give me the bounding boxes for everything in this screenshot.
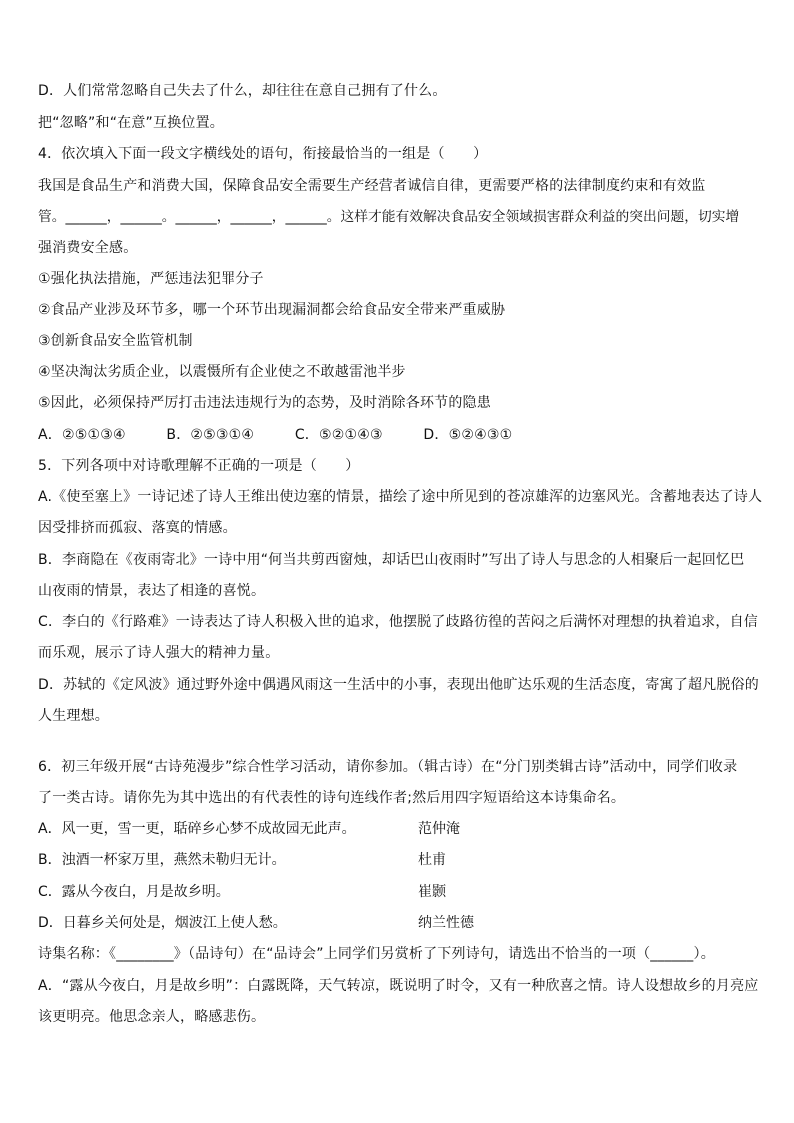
q5-option-d-line-2: 人生理想。 (38, 708, 109, 724)
q4-passage-line-3: 强消费安全感。 (38, 240, 138, 256)
q6-poem-line-b: B．浊酒一杯家万里，燕然未勒归无计。 (38, 852, 286, 868)
q6-poem-line-d: D．日暮乡关何处是，烟波江上使人愁。 (38, 915, 287, 931)
q6-option-a-line-1: A．“露从今夜白，月是故乡明”：白露既降，天气转凉，既说明了时令，又有一种欣喜之情。诗人设想故乡的月亮应 (38, 978, 759, 994)
q4-sentence-1: ①强化执法措施，严惩违法犯罪分子 (38, 271, 264, 287)
q5-option-a-line-1: A.《使至塞上》一诗记述了诗人王维出使边塞的情景，描绘了途中所见到的苍凉雄浑的边塞风光。含蓄地表达了诗人 (38, 489, 763, 505)
q5-stem: 5．下列各项中对诗歌理解不正确的一项是（ ） (38, 458, 360, 474)
q3-option-d: D．人们常常忽略自己失去了什么，却往往在意自己拥有了什么。 (38, 83, 447, 99)
q4-option-d: D．⑤②④③① (423, 427, 513, 443)
q4-option-a: A．②⑤①③④ (38, 427, 126, 443)
q6-author-4: 纳兰性德 (418, 915, 474, 931)
q6-collection-name-prompt: 诗集名称：《________》（品诗句）在“品诗会”上同学们另赏析了下列诗句，请选出不恰当的一项（______）。 (38, 946, 715, 962)
q5-option-a-line-2: 因受排挤而孤寂、落寞的情感。 (38, 520, 237, 536)
q6-poem-line-c: C．露从今夜白，月是故乡明。 (38, 884, 230, 900)
q6-stem-line-2: 了一类古诗。请你先为其中选出的有代表性的诗句连线作者;然后用四字短语给这本诗集命名。 (38, 790, 626, 806)
q4-options (38, 425, 764, 445)
q4-sentence-5: ⑤因此，必须保持严厉打击违法违规行为的态势，及时消除各环节的隐患 (38, 395, 491, 411)
q4-sentence-2: ②食品产业涉及环节多，哪一个环节出现漏洞都会给食品安全带来严重威胁 (38, 302, 506, 318)
q4-sentence-4: ④坚决淘汰劣质企业，以震慑所有企业使之不敢越雷池半步 (38, 364, 406, 380)
q4-stem: 4．依次填入下面一段文字横线处的语句，衔接最恰当的一组是（ ） (38, 146, 488, 162)
q4-passage-line-1: 我国是食品生产和消费大国，保障食品安全需要生产经营者诚信自律，更需要严格的法律制度约束和有效监 (38, 178, 706, 194)
q6-author-2: 杜甫 (418, 852, 446, 868)
q5-option-c-line-2: 而乐观，展示了诗人强大的精神力量。 (38, 645, 280, 661)
q4-option-b: B．②⑤③①④ (166, 427, 255, 443)
q4-passage-line-2: 管。______，______。______，______，______。这样才能有效解决食品安全领域损害群众利益的突出问题，切实增 (38, 209, 740, 225)
q6-stem-line-1: 6．初三年级开展“古诗苑漫步”综合性学习活动，请你参加。（辑古诗）在“分门别类辑古诗”活动中，同学们收录 (38, 759, 738, 775)
q6-author-1: 范仲淹 (418, 821, 460, 837)
q4-option-c: C．⑤②①④③ (294, 427, 383, 443)
q6-option-a-line-2: 该更明亮。他思念亲人，略感悲伤。 (38, 1009, 266, 1025)
q6-author-3: 崔颢 (418, 884, 446, 900)
q4-sentence-3: ③创新食品安全监管机制 (38, 333, 193, 349)
q5-option-d-line-1: D．苏轼的《定风波》通过野外途中偶遇风雨这一生活中的小事，表现出他旷达乐观的生活态度，寄寓了超凡脱俗的 (38, 677, 759, 693)
q6-poem-line-a: A．风一更，雪一更，聒碎乡心梦不成故园无此声。 (38, 821, 356, 837)
q5-option-c-line-1: C．李白的《行路难》一诗表达了诗人积极入世的追求，他摆脱了歧路彷徨的苦闷之后满怀对理想的执着追求，自信 (38, 614, 758, 630)
q5-option-b-line-2: 山夜雨的情景，表达了相逢的喜悦。 (38, 583, 266, 599)
q5-option-b-line-1: B．李商隐在《夜雨寄北》一诗中用“何当共剪西窗烛，却话巴山夜雨时”写出了诗人与思念的人相聚后一起回忆巴 (38, 552, 745, 568)
q3-option-d-revision: 把“忽略”和“在意”互换位置。 (38, 115, 225, 131)
